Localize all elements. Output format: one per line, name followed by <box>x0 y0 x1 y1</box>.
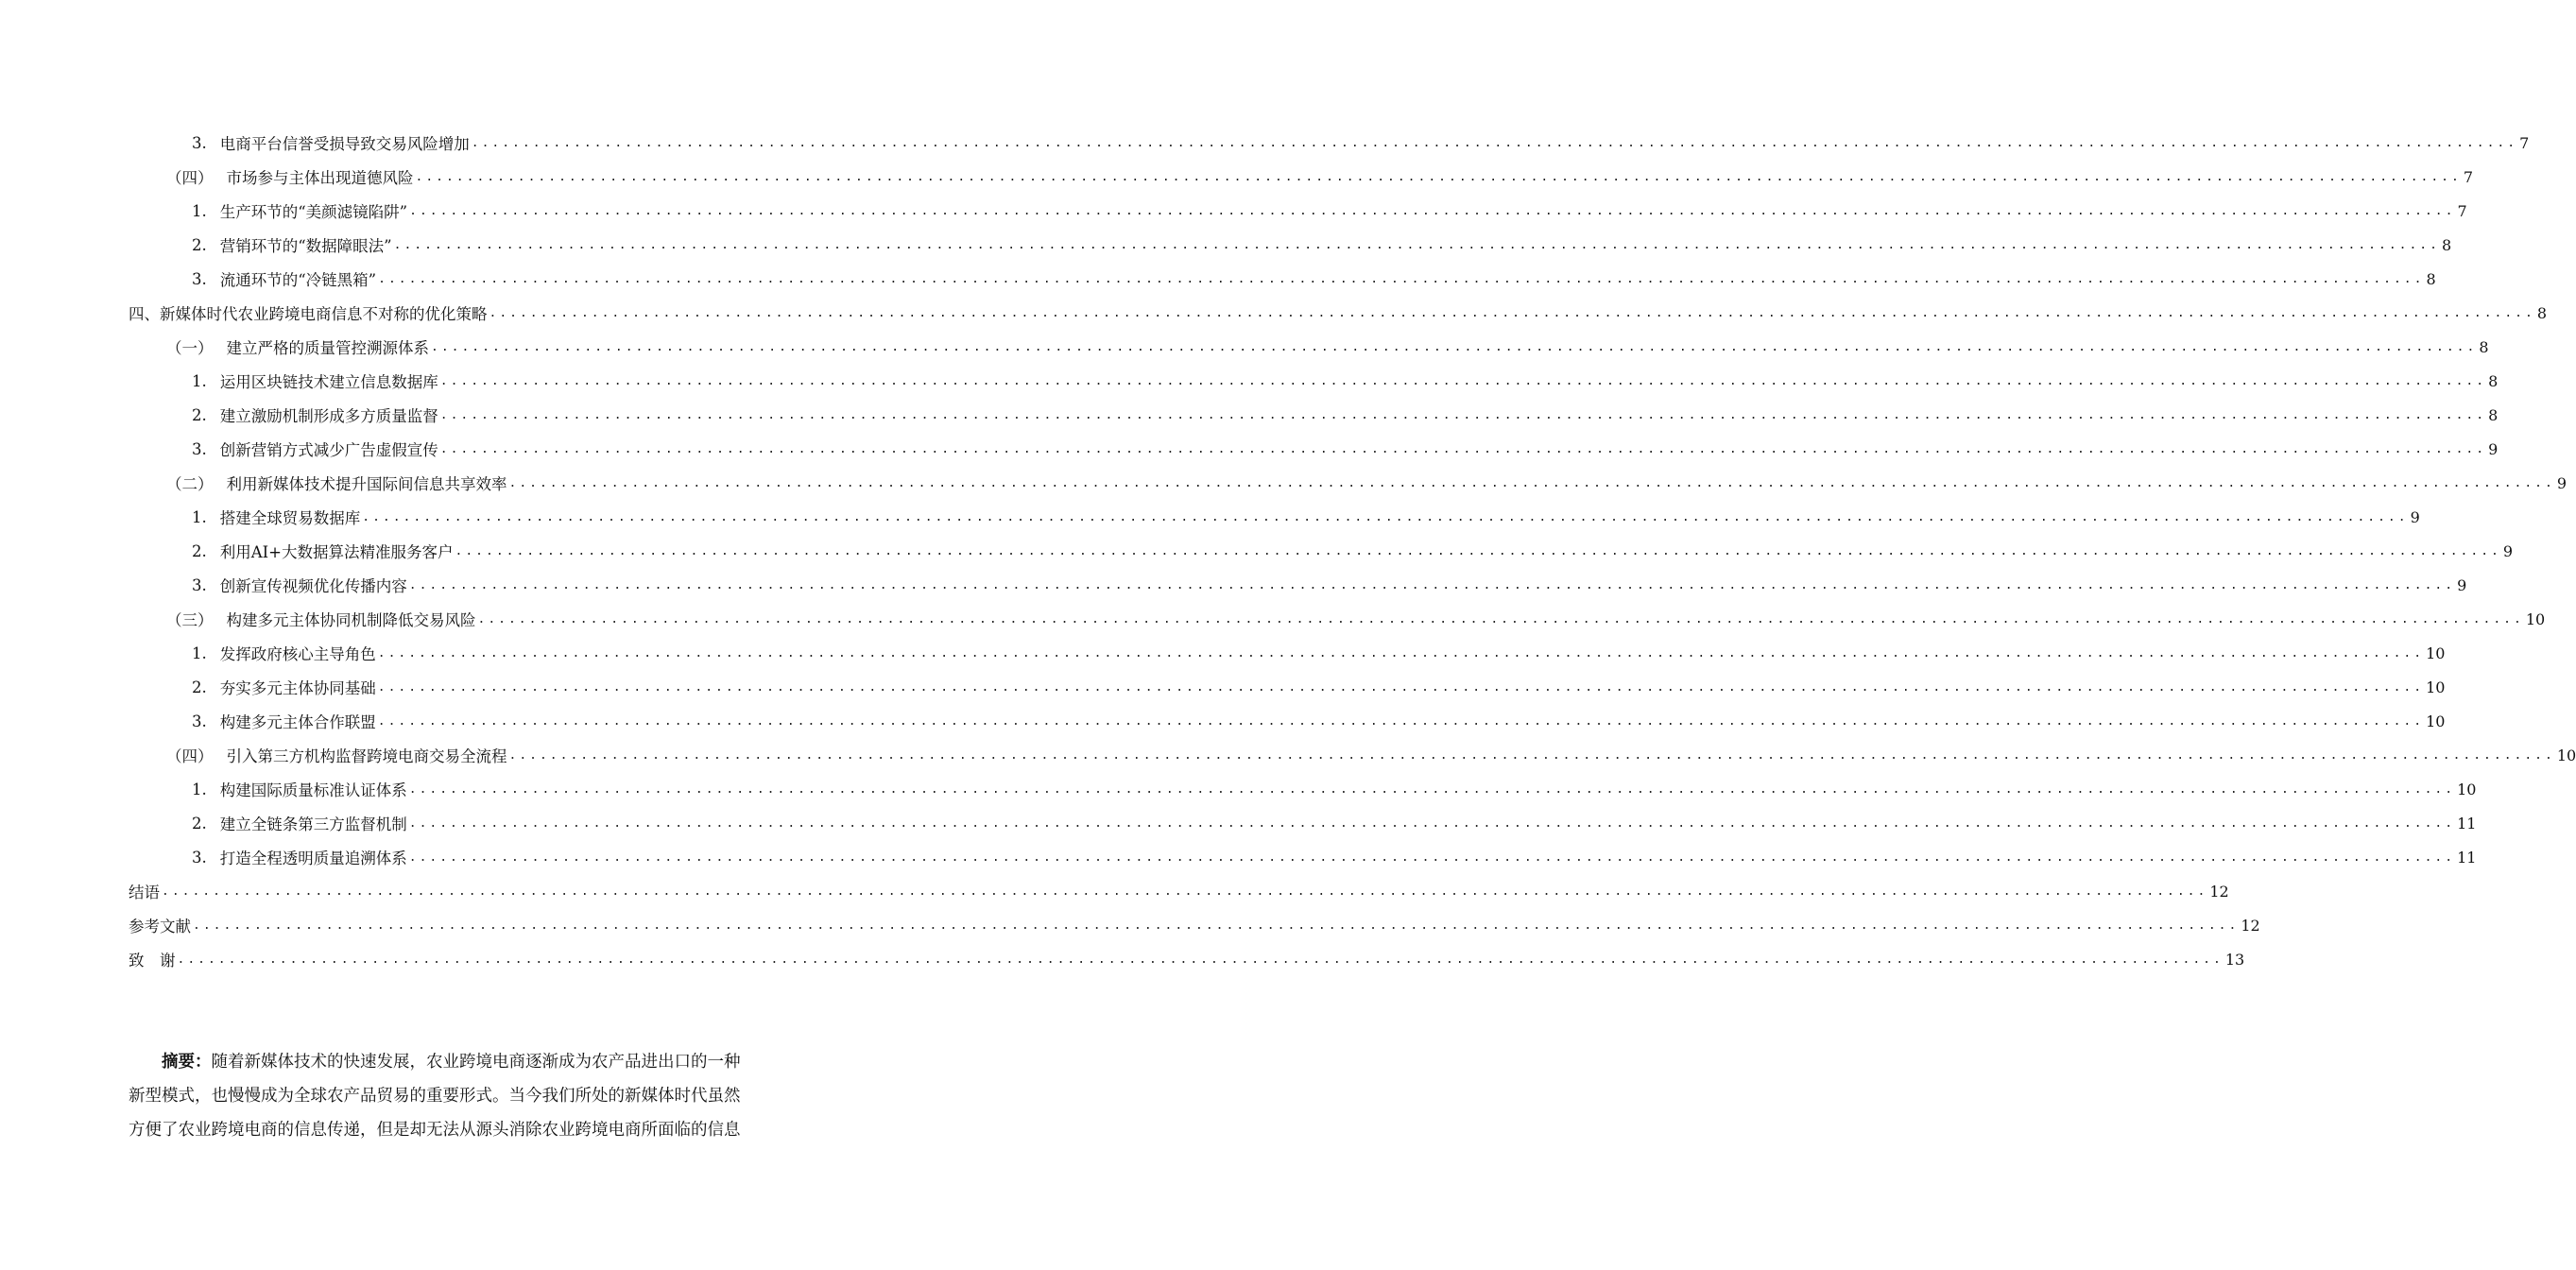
toc-leader-dots: ........................................................................................................................................................................................................ <box>193 918 2240 933</box>
toc-leader-dots: ........................................................................................................................................................................................................ <box>362 509 2409 524</box>
toc-row <box>0 262 2436 296</box>
abstract-line-2: 新型模式，也慢慢成为全球农产品贸易的重要形式。当今我们所处的新媒体时代虽然 <box>129 1087 741 1106</box>
toc-entry-title: 引入第三方机构监督跨境电商交易全流程 <box>226 747 507 765</box>
toc-leader-dots: ........................................................................................................................................................................................................ <box>378 271 2425 286</box>
toc-entry-number: 2. <box>192 678 207 696</box>
abstract-section <box>129 1045 812 1147</box>
toc-entry[interactable] <box>166 738 2576 772</box>
toc-row <box>0 432 2499 466</box>
toc-entry-title: 构建多元主体协同机制降低交易风险 <box>226 611 476 629</box>
toc-row <box>0 330 2489 364</box>
toc-entry[interactable] <box>166 330 2489 364</box>
toc-entry-title: 致 谢 <box>129 952 176 970</box>
toc-row <box>0 636 2446 670</box>
toc-entry[interactable] <box>192 636 2446 670</box>
toc-page-number: 10 <box>2556 746 2576 764</box>
toc-leader-dots: ........................................................................................................................................................................................................ <box>377 713 2425 729</box>
toc-entry-title: 发挥政府核心主导角色 <box>219 645 376 663</box>
toc-page-number: 7 <box>2463 167 2474 186</box>
toc-entry[interactable] <box>129 942 2245 976</box>
toc-entry[interactable] <box>166 466 2567 500</box>
abstract-line-1 <box>129 1045 812 1079</box>
toc-entry[interactable] <box>192 772 2477 806</box>
toc-row <box>0 398 2499 432</box>
toc-entry-number: 3. <box>192 133 207 152</box>
toc-page-number: 10 <box>2457 780 2477 798</box>
toc-leader-dots: ........................................................................................................................................................................................................ <box>477 611 2524 626</box>
toc-entry[interactable] <box>192 194 2467 228</box>
toc-row <box>0 908 2260 942</box>
toc-entry[interactable] <box>192 262 2436 296</box>
toc-row <box>0 568 2467 602</box>
toc-entry-number: 3. <box>192 712 207 730</box>
toc-leader-dots: ........................................................................................................................................................................................................ <box>439 373 2487 388</box>
toc-page-number: 9 <box>2556 473 2567 492</box>
toc-leader-dots: ........................................................................................................................................................................................................ <box>409 203 2456 218</box>
toc-page-number: 10 <box>2426 678 2446 696</box>
toc-leader-dots: ........................................................................................................................................................................................................ <box>408 850 2456 865</box>
toc-entry-number: 1. <box>192 371 207 390</box>
toc-row <box>0 704 2446 738</box>
toc-entry-number: 1. <box>192 201 207 220</box>
toc-leader-dots: ........................................................................................................................................................................................................ <box>408 577 2456 592</box>
toc-page-number: 12 <box>2241 916 2260 935</box>
toc-leader-dots: ........................................................................................................................................................................................................ <box>489 305 2535 320</box>
toc-leader-dots: ........................................................................................................................................................................................................ <box>415 169 2462 184</box>
toc-row <box>0 772 2477 806</box>
toc-leader-dots: ........................................................................................................................................................................................................ <box>439 407 2487 422</box>
toc-page-number: 9 <box>2488 439 2499 458</box>
toc-entry-number: 3. <box>192 575 207 594</box>
toc-entry-number: 3. <box>192 848 207 867</box>
toc-entry-number: 2. <box>192 814 207 832</box>
toc-entry-number: 1. <box>192 507 207 526</box>
toc-row <box>0 160 2474 194</box>
toc-entry-number: 3. <box>192 439 207 458</box>
toc-entry-title: 运用区块链技术建立信息数据库 <box>219 373 438 391</box>
toc-entry-title: 建立严格的质量管控溯源体系 <box>226 339 429 357</box>
toc-row <box>0 126 2530 160</box>
toc-entry[interactable] <box>192 398 2499 432</box>
toc-leader-dots: ........................................................................................................................................................................................................ <box>177 952 2224 967</box>
toc-entry-number: （一） <box>166 339 214 357</box>
toc-row <box>0 602 2546 636</box>
toc-entry-title: 营销环节的“数据障眼法” <box>219 237 392 255</box>
toc-page-number: 8 <box>2441 235 2452 254</box>
toc-row <box>0 194 2467 228</box>
toc-row <box>0 806 2477 840</box>
toc-entry[interactable] <box>129 908 2260 942</box>
toc-row <box>0 840 2477 874</box>
toc-row <box>0 466 2567 500</box>
toc-leader-dots: ........................................................................................................................................................................................................ <box>377 679 2425 695</box>
toc-leader-dots: ........................................................................................................................................................................................................ <box>431 339 2478 354</box>
toc-page-number: 8 <box>2426 269 2436 288</box>
toc-entry[interactable] <box>192 704 2446 738</box>
toc-entry-title: 流通环节的“冷链黑箱” <box>219 271 377 289</box>
toc-page-number: 8 <box>2488 405 2499 424</box>
toc-page-number: 10 <box>2426 712 2446 730</box>
toc-leader-dots: ........................................................................................................................................................................................................ <box>439 441 2487 456</box>
toc-row <box>0 500 2420 534</box>
toc-entry-title: 利用新媒体技术提升国际间信息共享效率 <box>226 475 507 493</box>
toc-page-number: 8 <box>2536 303 2548 322</box>
toc-entry-title: 生产环节的“美颜滤镜陷阱” <box>219 203 408 221</box>
toc-entry[interactable] <box>192 568 2467 602</box>
toc-row <box>0 228 2452 262</box>
toc-entry-title: 创新宣传视频优化传播内容 <box>219 577 407 595</box>
toc-entry[interactable] <box>192 500 2420 534</box>
toc-leader-dots: ........................................................................................................................................................................................................ <box>508 747 2555 763</box>
toc-entry-number: 1. <box>192 644 207 662</box>
toc-entry-number: 1. <box>192 780 207 798</box>
toc-entry[interactable] <box>192 126 2530 160</box>
toc-leader-dots: ........................................................................................................................................................................................................ <box>408 815 2456 831</box>
toc-entry-title: 电商平台信誉受损导致交易风险增加 <box>219 135 470 153</box>
toc-entry-number: （四） <box>166 747 214 765</box>
toc-entry-number: （二） <box>166 475 214 493</box>
toc-leader-dots: ........................................................................................................................................................................................................ <box>393 237 2440 252</box>
toc-entry-title: 打造全程透明质量追溯体系 <box>219 850 407 867</box>
toc-entry[interactable] <box>192 228 2452 262</box>
toc-entry-title: 利用AI+大数据算法精准服务客户 <box>219 543 454 561</box>
toc-entry-title: 构建国际质量标准认证体系 <box>219 781 407 799</box>
toc-leader-dots: ........................................................................................................................................................................................................ <box>471 135 2518 150</box>
toc-row <box>0 296 2548 330</box>
toc-row <box>0 942 2245 976</box>
toc-page-number: 7 <box>2457 201 2467 220</box>
toc-entry[interactable] <box>192 840 2477 874</box>
toc-page-number: 12 <box>2209 882 2229 901</box>
toc-entry-title: 市场参与主体出现道德风险 <box>226 169 414 187</box>
toc-leader-dots: ........................................................................................................................................................................................................ <box>162 884 2208 899</box>
toc-leader-dots: ........................................................................................................................................................................................................ <box>377 645 2425 661</box>
toc-row <box>0 534 2514 568</box>
toc-entry-number: 3. <box>192 269 207 288</box>
toc-row <box>0 364 2499 398</box>
toc-entry-number: 2. <box>192 235 207 254</box>
toc-page-number: 10 <box>2525 609 2546 628</box>
toc-entry-title: 创新营销方式减少广告虚假宣传 <box>219 441 438 459</box>
toc-row <box>0 670 2446 704</box>
toc-entry-title: 搭建全球贸易数据库 <box>219 509 361 527</box>
abstract-text-1: 随着新媒体技术的快速发展，农业跨境电商逐渐成为农产品进出口的一种 <box>211 1053 741 1072</box>
toc-entry-number: （四） <box>166 169 214 187</box>
toc-page-number: 8 <box>2479 337 2489 356</box>
toc-page-number: 8 <box>2488 371 2499 390</box>
abstract-paragraph <box>129 1045 812 1147</box>
toc-page-number: 7 <box>2519 133 2530 152</box>
toc-entry-title: 夯实多元主体协同基础 <box>219 679 376 697</box>
toc-entry[interactable] <box>166 160 2474 194</box>
toc-leader-dots: ........................................................................................................................................................................................................ <box>455 543 2501 558</box>
toc-entry[interactable] <box>192 806 2477 840</box>
toc-entry[interactable] <box>192 534 2514 568</box>
abstract-label: 摘要： <box>162 1053 212 1072</box>
toc-entry[interactable] <box>192 432 2499 466</box>
toc-entry[interactable] <box>192 364 2499 398</box>
toc-page-number: 11 <box>2457 848 2477 867</box>
toc-entry-title: 参考文献 <box>129 918 191 935</box>
toc-entry-number: （三） <box>166 611 214 629</box>
toc-entry[interactable] <box>129 874 2229 908</box>
toc-entry-title: 建立激励机制形成多方质量监督 <box>219 407 438 425</box>
toc-entry-title: 构建多元主体合作联盟 <box>219 713 376 731</box>
abstract-line-3: 方便了农业跨境电商的信息传递，但是却无法从源头消除农业跨境电商所面临的信息 <box>129 1121 741 1140</box>
toc-row <box>0 874 2229 908</box>
toc-page-number: 10 <box>2426 644 2446 662</box>
toc-page-number: 9 <box>2410 507 2420 526</box>
toc-row <box>0 738 2576 772</box>
toc-page-number: 13 <box>2224 950 2245 969</box>
toc-entry[interactable] <box>129 296 2548 330</box>
toc-page-number: 11 <box>2457 814 2477 832</box>
toc-entry-title: 结语 <box>129 884 160 901</box>
toc-page-number: 9 <box>2457 575 2467 594</box>
toc-entry[interactable] <box>166 602 2546 636</box>
toc-leader-dots: ........................................................................................................................................................................................................ <box>408 781 2456 797</box>
toc-entry-title: 建立全链条第三方监督机制 <box>219 815 407 833</box>
toc-page-number: 9 <box>2502 541 2514 560</box>
toc-entry-number: 2. <box>192 541 207 560</box>
toc-entry[interactable] <box>192 670 2446 704</box>
toc-entry-title: 四、新媒体时代农业跨境电商信息不对称的优化策略 <box>129 305 488 323</box>
toc-leader-dots: ........................................................................................................................................................................................................ <box>508 475 2555 490</box>
toc-entry-number: 2. <box>192 405 207 424</box>
